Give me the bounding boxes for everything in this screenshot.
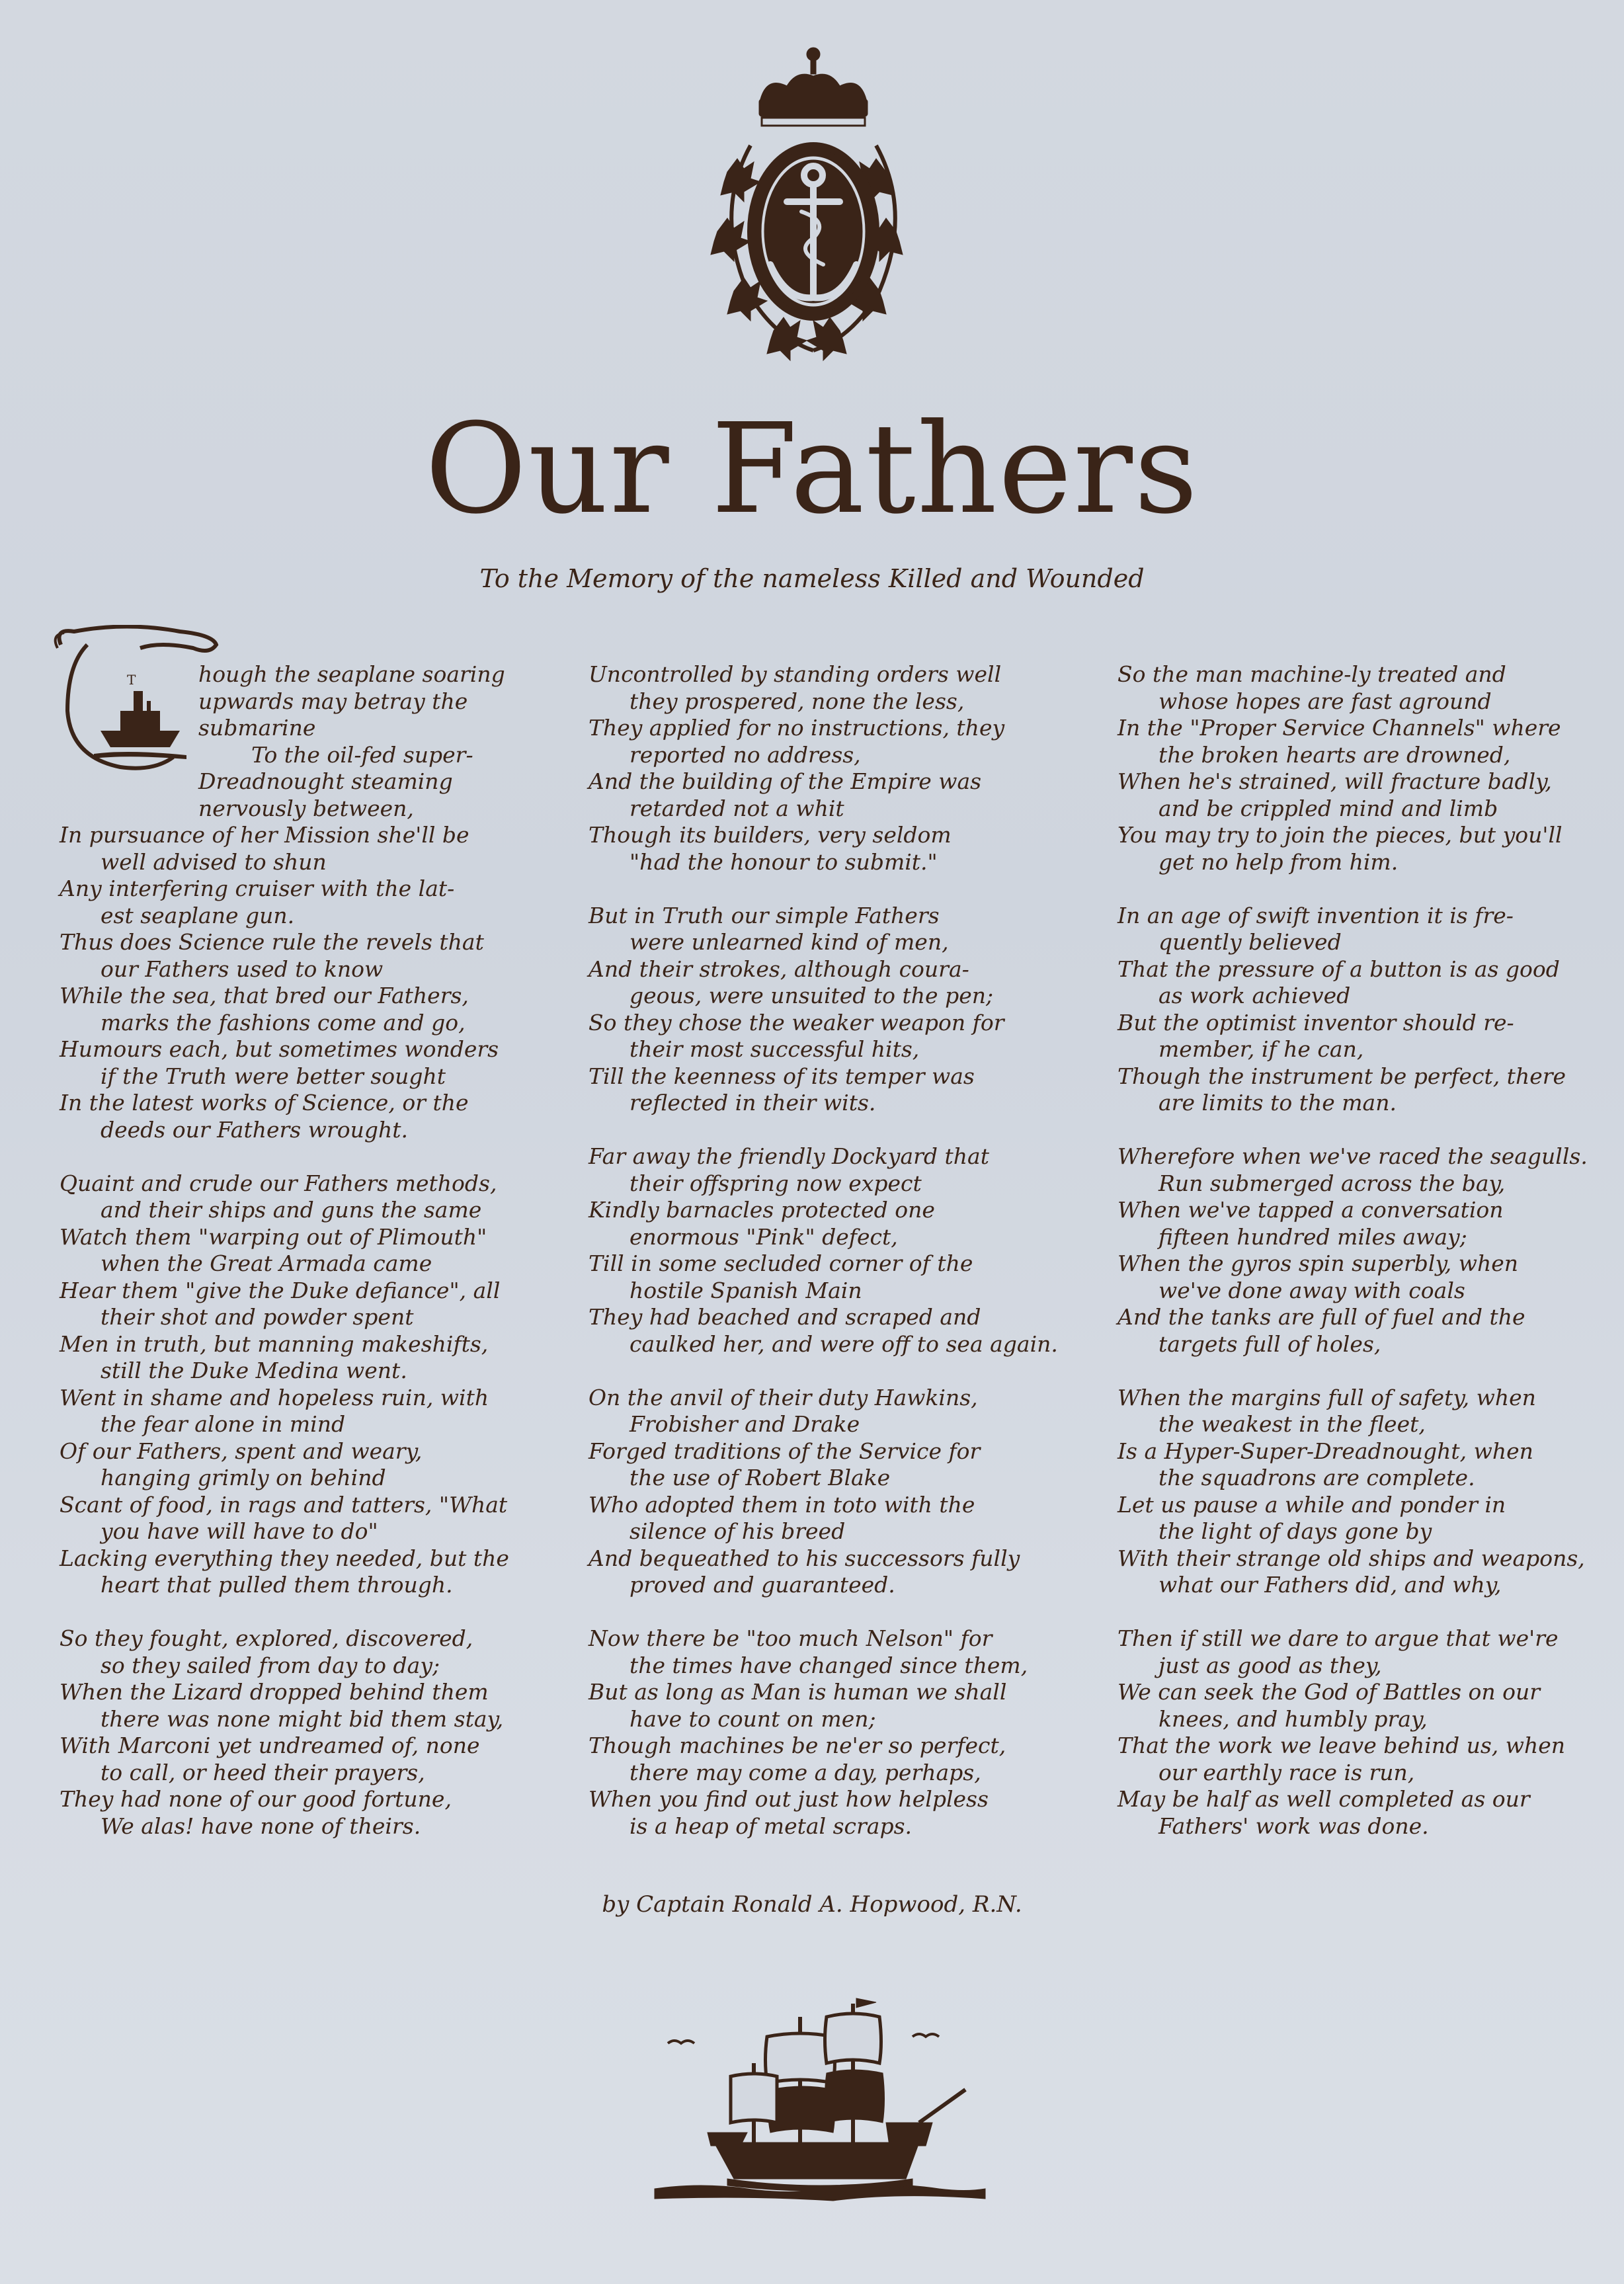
- poem-line: Scant of food, in rags and tatters, "What: [60, 1491, 508, 1518]
- poem-line: heart that pulled them through.: [101, 1572, 453, 1598]
- poem-line: Then if still we dare to argue that we're: [1117, 1625, 1559, 1651]
- poem-line: member, if he can,: [1158, 1036, 1364, 1062]
- poem-line: Who adopted them in toto with the: [589, 1491, 975, 1518]
- poem-line: In pursuance of her Mission she'll be: [60, 822, 469, 848]
- poem-line: when the Great Armada came: [101, 1250, 432, 1276]
- stanza-gap: [1117, 1599, 1580, 1626]
- poem-line: That the work we leave behind us, when: [1117, 1733, 1566, 1758]
- poem-line: On the anvil of their duty Hawkins,: [589, 1384, 978, 1410]
- poem-line: They applied for no instructions, they: [589, 715, 1005, 741]
- poem-line: there may come a day, perhaps,: [629, 1759, 981, 1785]
- poem-line: enormous "Pink" defect,: [629, 1223, 898, 1250]
- poem-line: When the gyros spin superbly, when: [1117, 1250, 1518, 1276]
- poem-line: Of our Fathers, spent and weary,: [60, 1438, 423, 1464]
- poem-line: Wherefore when we've raced the seagulls.: [1117, 1143, 1588, 1169]
- poem-line: To the oil-fed super-: [251, 741, 473, 768]
- poem-line: and their ships and guns the same: [101, 1197, 482, 1223]
- poem-line: So they chose the weaker weapon for: [589, 1009, 1004, 1036]
- poem-line: With their strange old ships and weapons,: [1117, 1545, 1585, 1571]
- poem-line: knees, and humbly pray,: [1158, 1705, 1428, 1732]
- poem-line: But the optimist inventor should re-: [1117, 1009, 1514, 1036]
- stanza-gap: [589, 1358, 1051, 1385]
- poem-line: as work achieved: [1158, 983, 1351, 1008]
- stanza-gap: [589, 876, 1051, 903]
- poem-line: Kindly barnacles protected one: [589, 1197, 935, 1223]
- poem-line: are limits to the man.: [1158, 1090, 1397, 1116]
- poem-line: their shot and powder spent: [101, 1304, 414, 1330]
- poem-line: to call, or heed their prayers,: [101, 1759, 425, 1785]
- poem-line: Till the keenness of its temper was: [589, 1063, 975, 1089]
- poem-line: retarded not a whit: [629, 795, 844, 821]
- naval-crest-icon: [688, 40, 939, 384]
- poem-line: They had none of our good fortune,: [60, 1786, 452, 1812]
- poem-line: When the Lizard dropped behind them: [60, 1679, 489, 1705]
- poem-line: marks the fashions come and go,: [101, 1009, 466, 1036]
- poem-line: have to count on men;: [629, 1705, 876, 1732]
- poem-line: May be half as well completed as our: [1117, 1786, 1530, 1812]
- poem-line: In an age of swift invention it is fre-: [1117, 902, 1514, 928]
- poem-line: if the Truth were better sought: [101, 1063, 446, 1089]
- poem-line: you have will have to do": [101, 1518, 378, 1544]
- poem-line: their most successful hits,: [629, 1036, 920, 1062]
- poem-line: Though the instrument be perfect, there: [1117, 1063, 1566, 1089]
- poem-line: Till in some secluded corner of the: [589, 1250, 973, 1276]
- poem-line: Went in shame and hopeless ruin, with: [60, 1384, 489, 1410]
- poem-line: the squadrons are complete.: [1158, 1465, 1475, 1490]
- poem-line: they prospered, none the less,: [629, 688, 965, 714]
- poem-line: were unlearned kind of men,: [629, 929, 949, 955]
- poem-line: hough the seaplane soaring: [198, 661, 505, 687]
- poem-line: Lacking everything they needed, but the: [60, 1545, 509, 1571]
- poem-column-3: [1117, 661, 1588, 1840]
- poem-line: is a heap of metal scraps.: [629, 1813, 913, 1839]
- poem-line: fifteen hundred miles away;: [1158, 1223, 1467, 1250]
- poem-line: nervously between,: [198, 795, 414, 821]
- poem-line: Let us pause a while and ponder in: [1117, 1491, 1506, 1518]
- poem-line: "had the honour to submit.": [629, 848, 938, 875]
- poem-line: whose hopes are fast aground: [1158, 688, 1492, 714]
- stanza-gap: [589, 1599, 1051, 1626]
- sailing-ship-icon: [635, 1990, 1005, 2215]
- poem-line: silence of his breed: [629, 1518, 846, 1544]
- poem-line: just as good as they,: [1158, 1652, 1382, 1678]
- poem-column-2: [589, 661, 1058, 1840]
- poem-line: Fathers' work was done.: [1158, 1813, 1429, 1839]
- poem-line: When we've tapped a conversation: [1117, 1197, 1504, 1223]
- poem-line: And the building of the Empire was: [589, 768, 982, 794]
- stanza-gap: [1117, 876, 1580, 903]
- poem-line: Dreadnought steaming: [198, 768, 453, 794]
- poem-line: what our Fathers did, and why,: [1158, 1572, 1502, 1598]
- poem-line: Uncontrolled by standing orders well: [589, 661, 1002, 687]
- poem-line: quently believed: [1158, 929, 1342, 955]
- poem-line: their offspring now expect: [629, 1170, 922, 1196]
- poem-line: get no help from him.: [1158, 848, 1399, 875]
- poem-line: the light of days gone by: [1158, 1518, 1432, 1544]
- poem-line: our earthly race is run,: [1158, 1759, 1415, 1785]
- poem-line: We alas! have none of theirs.: [101, 1813, 421, 1839]
- poem-line: With Marconi yet undreamed of, none: [60, 1733, 480, 1758]
- poem-line: In the latest works of Science, or the: [60, 1090, 469, 1116]
- poem-line: And their strokes, although coura-: [589, 956, 969, 982]
- poem-line: Run submerged across the bay,: [1158, 1170, 1506, 1196]
- poem-line: But in Truth our simple Fathers: [589, 902, 940, 928]
- stanza-gap: [60, 1599, 522, 1626]
- poem-line: submarine: [198, 715, 316, 741]
- poem-line: Hear them "give the Duke defiance", all: [60, 1277, 501, 1303]
- poem-line: Humours each, but sometimes wonders: [60, 1036, 499, 1062]
- poem-line: upwards may betray the: [198, 688, 468, 714]
- stanza-gap: [60, 1143, 522, 1170]
- poem-line: hanging grimly on behind: [101, 1465, 386, 1490]
- poem-line: Though its builders, very seldom: [589, 822, 952, 848]
- poem-line: reported no address,: [629, 741, 861, 768]
- poem-line: And the tanks are full of fuel and the: [1117, 1304, 1525, 1330]
- poem-line: caulked her, and were off to sea again.: [629, 1330, 1058, 1357]
- poem-line: Forged traditions of the Service for: [589, 1438, 981, 1464]
- poem-line: Though machines be ne'er so perfect,: [589, 1733, 1006, 1758]
- poem-line: When the margins full of safety, when: [1117, 1384, 1536, 1410]
- poem-line: But as long as Man is human we shall: [589, 1679, 1007, 1705]
- poem-line: so they sailed from day to day;: [101, 1652, 440, 1678]
- poem-column-1: [60, 661, 522, 1840]
- poem-line: still the Duke Medina went.: [101, 1358, 407, 1383]
- poem-line: the broken hearts are drowned,: [1158, 741, 1511, 768]
- poem-line: proved and guaranteed.: [629, 1572, 895, 1598]
- poem-line: When you find out just how helpless: [589, 1786, 989, 1812]
- poem-line: hostile Spanish Main: [629, 1277, 862, 1303]
- stanza-gap: [589, 1117, 1051, 1144]
- poem-line: deeds our Fathers wrought.: [101, 1116, 408, 1143]
- poem-line: And bequeathed to his successors fully: [589, 1545, 1020, 1571]
- poem-line: est seaplane gun.: [101, 902, 295, 928]
- drop-cap-letter: T: [127, 672, 136, 688]
- poem-line: we've done away with coals: [1158, 1277, 1465, 1303]
- poem-line: there was none might bid them stay,: [101, 1705, 504, 1732]
- poem-line: Is a Hyper-Super-Dreadnought, when: [1117, 1438, 1533, 1464]
- poem-line: the use of Robert Blake: [629, 1465, 891, 1490]
- poem-line: Any interfering cruiser with the lat-: [60, 876, 455, 901]
- poem-line: Frobisher and Drake: [629, 1411, 860, 1437]
- poem-line: the weakest in the fleet,: [1158, 1411, 1426, 1437]
- poem-line: the times have changed since them,: [629, 1652, 1028, 1678]
- stanza-gap: [1117, 1117, 1580, 1144]
- poem-line: targets full of holes,: [1158, 1330, 1381, 1357]
- poem-line: Far away the friendly Dockyard that: [589, 1143, 989, 1169]
- poem-line: reflected in their wits.: [629, 1090, 876, 1116]
- poem-line: You may try to join the pieces, but you'll: [1117, 822, 1563, 848]
- poem-line: They had beached and scraped and: [589, 1304, 981, 1330]
- page-title: Our Fathers: [425, 397, 1199, 542]
- poem-line: We can seek the God of Battles on our: [1117, 1679, 1541, 1705]
- poem-line: When he's strained, will fracture badly,: [1117, 768, 1552, 794]
- poem-line: That the pressure of a button is as good: [1117, 956, 1560, 982]
- poem-line: our Fathers used to know: [101, 956, 384, 982]
- poem-line: and be crippled mind and limb: [1158, 795, 1498, 821]
- poem-line: Watch them "warping out of Plimouth": [60, 1223, 487, 1250]
- poem-line: While the sea, that bred our Fathers,: [60, 983, 469, 1008]
- author-byline: by Captain Ronald A. Hopwood, R.N.: [602, 1891, 1022, 1918]
- poem-line: geous, were unsuited to the pen;: [629, 983, 994, 1008]
- poem-line: Now there be "too much Nelson" for: [589, 1625, 993, 1651]
- poem-line: So the man machine-ly treated and: [1117, 661, 1506, 687]
- poem-line: Men in truth, but manning makeshifts,: [60, 1330, 489, 1357]
- poem-line: Thus does Science rule the revels that: [60, 929, 484, 955]
- poem-line: Quaint and crude our Fathers methods,: [60, 1170, 497, 1196]
- page-subtitle: To the Memory of the nameless Killed and Wounded: [479, 564, 1145, 593]
- poem-line: So they fought, explored, discovered,: [60, 1625, 473, 1651]
- poem-line: In the "Proper Service Channels" where: [1117, 715, 1561, 741]
- stanza-gap: [1117, 1358, 1580, 1385]
- poem-line: the fear alone in mind: [101, 1411, 346, 1437]
- poem-line: well advised to shun: [101, 848, 327, 875]
